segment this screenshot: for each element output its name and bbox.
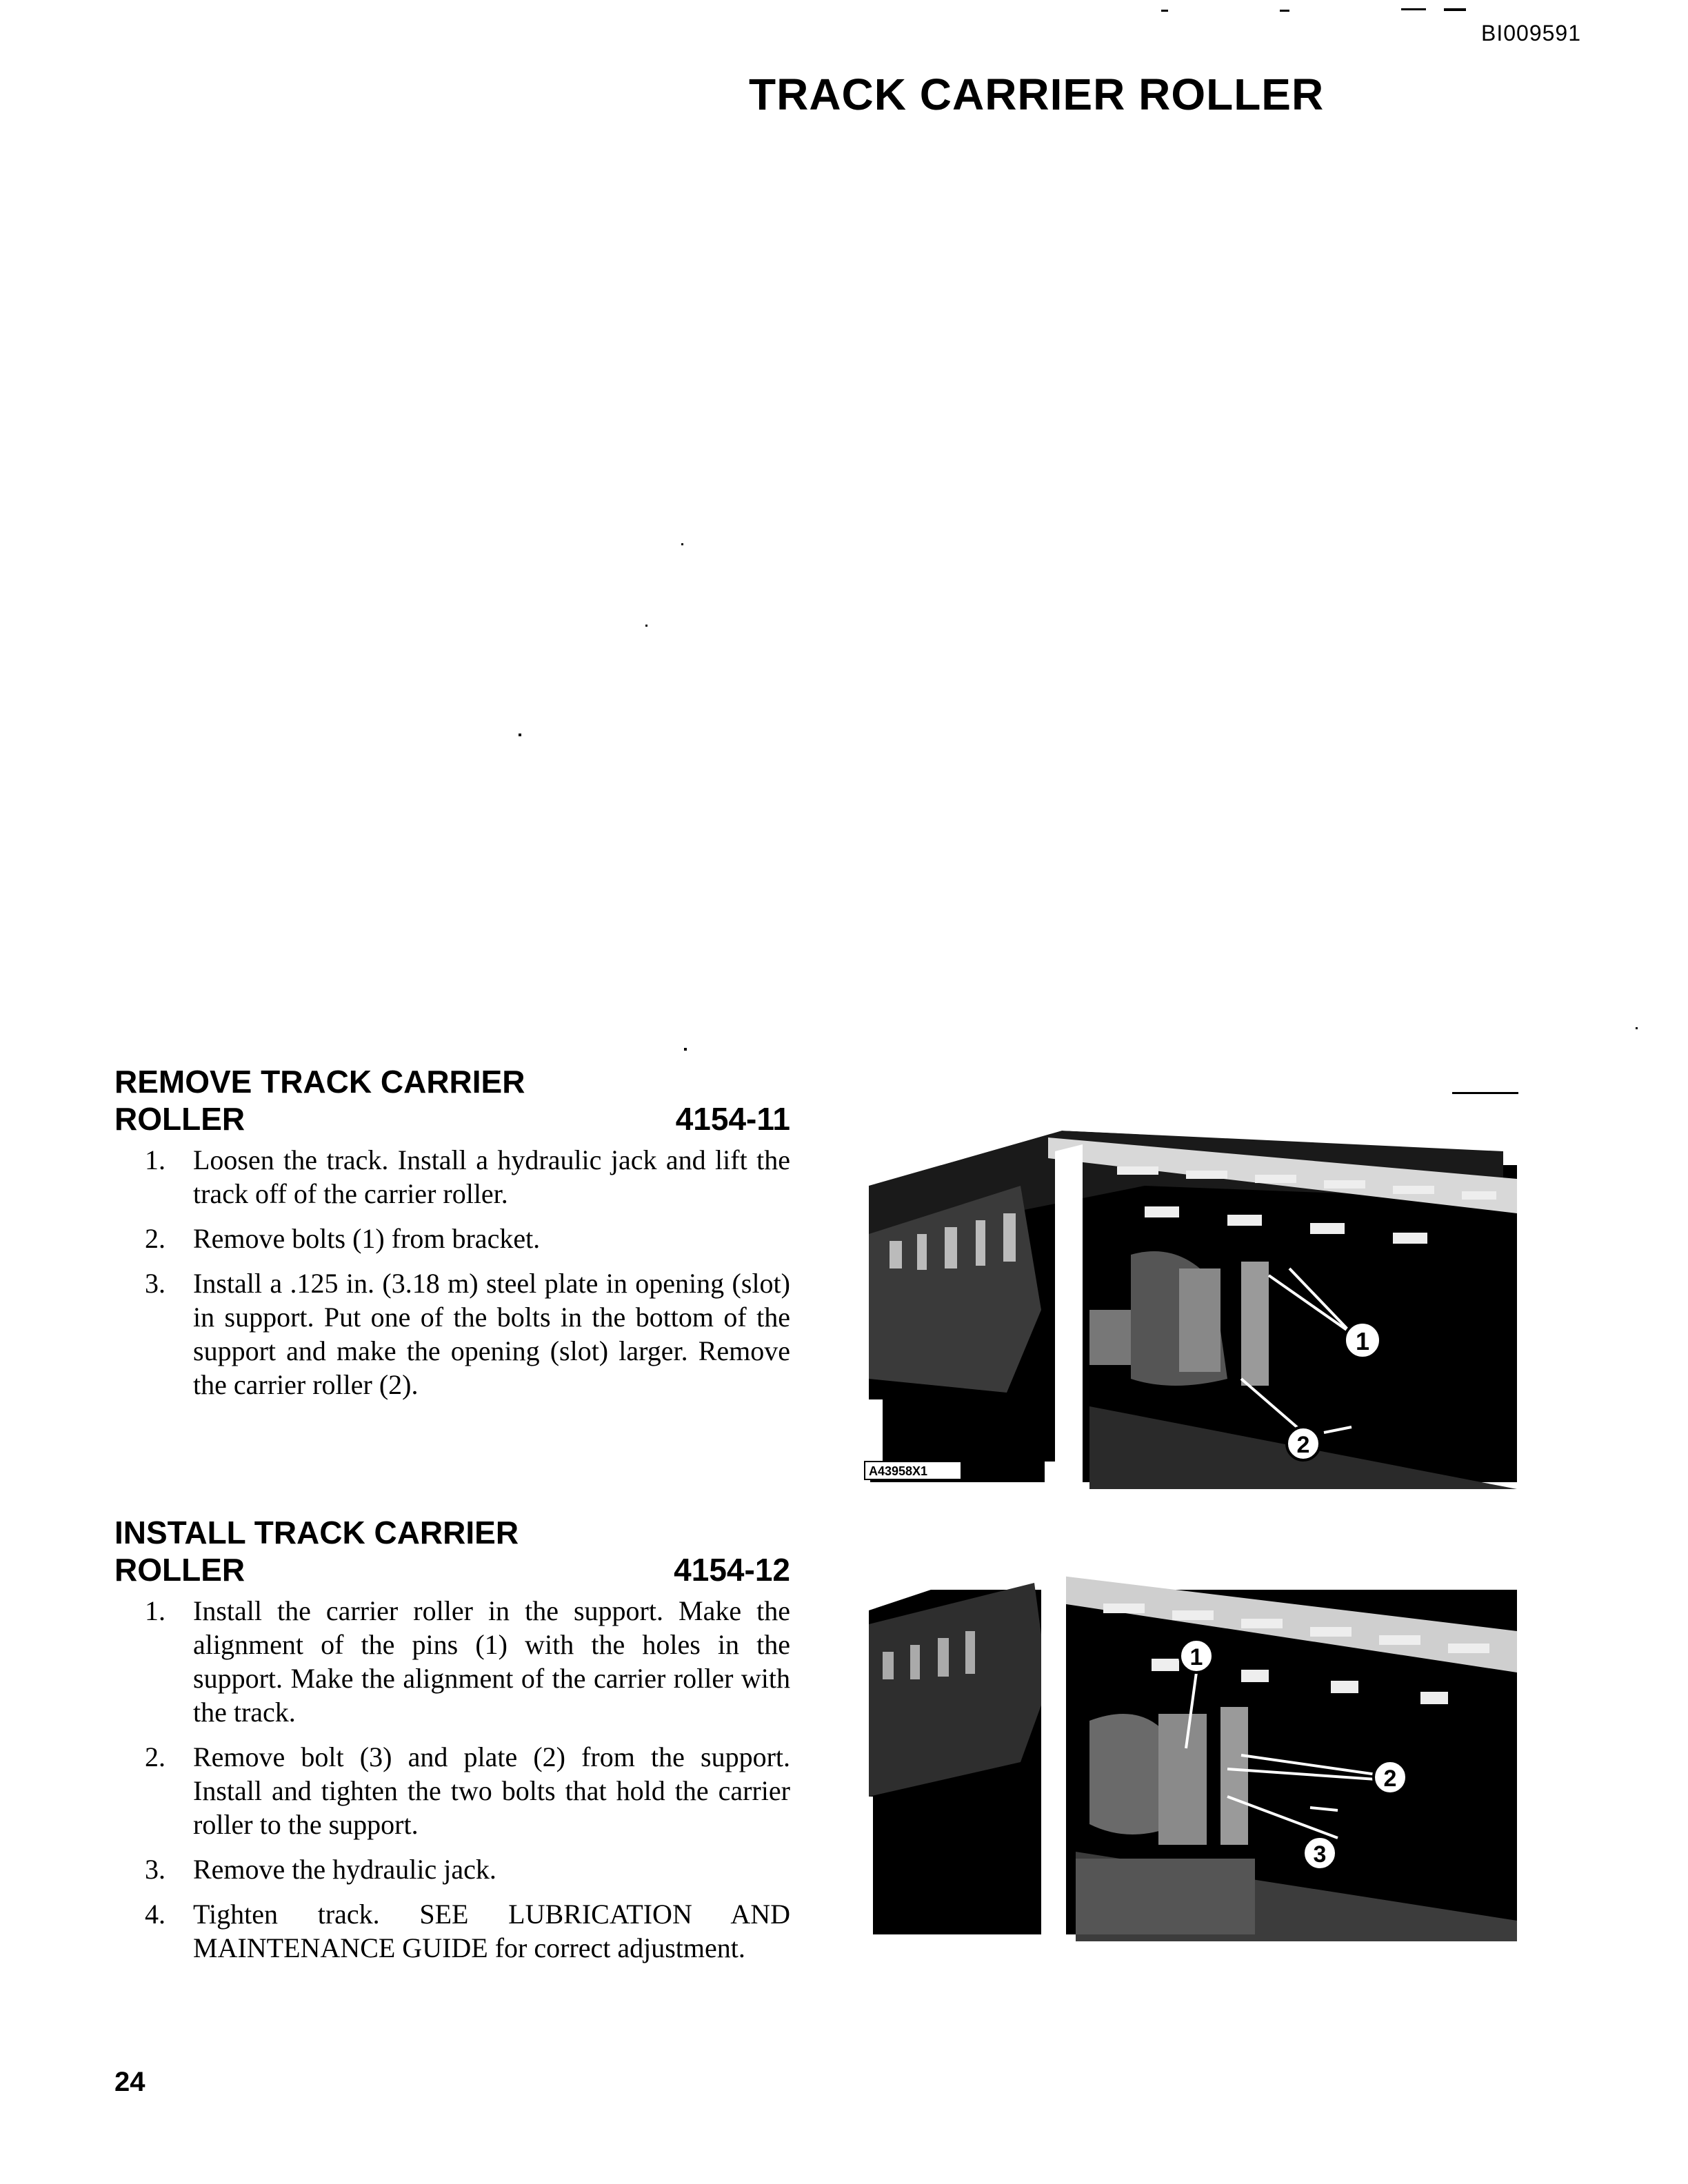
install-heading-line1: INSTALL TRACK CARRIER: [114, 1515, 519, 1550]
install-operation-code: 4154-12: [674, 1552, 790, 1588]
scan-speck: [1452, 1092, 1518, 1094]
step-item: [114, 1266, 790, 1402]
install-heading: [114, 1514, 790, 1588]
remove-heading-line2: ROLLER: [114, 1101, 245, 1137]
remove-operation-code: 4154-11: [675, 1101, 790, 1137]
scan-speck: [681, 543, 683, 545]
callout-2-label: 2: [1383, 1766, 1397, 1792]
scan-speck: [519, 734, 521, 736]
install-figure-photo: [855, 1535, 1524, 1941]
remove-heading-line1: REMOVE TRACK CARRIER: [114, 1064, 525, 1100]
page-number: 24: [114, 2067, 145, 2097]
step-text: Loosen the track. Install a hydraulic jack and lift the track off of the carrier roller.: [193, 1144, 790, 1209]
callout-3-label: 3: [1313, 1841, 1327, 1868]
step-text: Tighten track. SEE LUBRICATION AND MAINTENANCE GUIDE for correct adjustment.: [193, 1899, 790, 1963]
step-item: [114, 1852, 790, 1886]
remove-section: [114, 1063, 790, 1413]
callout-1-label: 1: [1355, 1327, 1370, 1355]
install-steps: [114, 1594, 790, 1965]
step-number: 2.: [145, 1223, 165, 1254]
install-heading-line2: ROLLER: [114, 1552, 245, 1588]
figure-reference-code: A43957X1: [876, 1901, 935, 1915]
callout-1-label: 1: [1189, 1644, 1203, 1670]
scan-speck: [1636, 1027, 1638, 1029]
remove-heading: [114, 1063, 790, 1138]
scan-speck: [645, 625, 647, 627]
document-id: BI009591: [1481, 21, 1582, 46]
step-item: [114, 1740, 790, 1841]
figure-reference-code: A43958X1: [869, 1464, 928, 1478]
scan-speck: [684, 1048, 687, 1051]
step-number: 4.: [145, 1899, 165, 1930]
step-text: Install the carrier roller in the support. Make the alignment of the pins (1) with the holes in the support. Make the alignment of the carrier roller with the track.: [193, 1595, 790, 1728]
step-item: [114, 1897, 790, 1965]
step-text: Install a .125 in. (3.18 m) steel plate in opening (slot) in support. Put one of the bolts in the bottom of the support and make the opening (slot) larger. Remove the carrier roller (2).: [193, 1268, 790, 1400]
step-text: Remove bolts (1) from bracket.: [193, 1223, 541, 1254]
step-number: 3.: [145, 1854, 165, 1885]
install-section: [114, 1514, 790, 1976]
step-text: Remove bolt (3) and plate (2) from the support. Install and tighten the two bolts that hold the carrier roller to the support.: [193, 1741, 790, 1840]
step-item: [114, 1222, 790, 1255]
step-number: 1.: [145, 1144, 165, 1175]
page-title: TRACK CARRIER ROLLER: [749, 70, 1325, 119]
step-number: 3.: [145, 1268, 165, 1299]
step-text: Remove the hydraulic jack.: [193, 1854, 496, 1885]
scan-speck: [1280, 10, 1289, 12]
scan-speck: [1161, 10, 1168, 12]
scan-speck: [1401, 8, 1426, 10]
step-item: [114, 1594, 790, 1729]
step-number: 1.: [145, 1595, 165, 1626]
remove-figure-photo: [855, 1103, 1524, 1489]
callout-2-label: 2: [1296, 1432, 1310, 1458]
step-number: 2.: [145, 1741, 165, 1772]
step-item: [114, 1143, 790, 1211]
remove-steps: [114, 1143, 790, 1402]
scan-speck: [1444, 8, 1466, 11]
